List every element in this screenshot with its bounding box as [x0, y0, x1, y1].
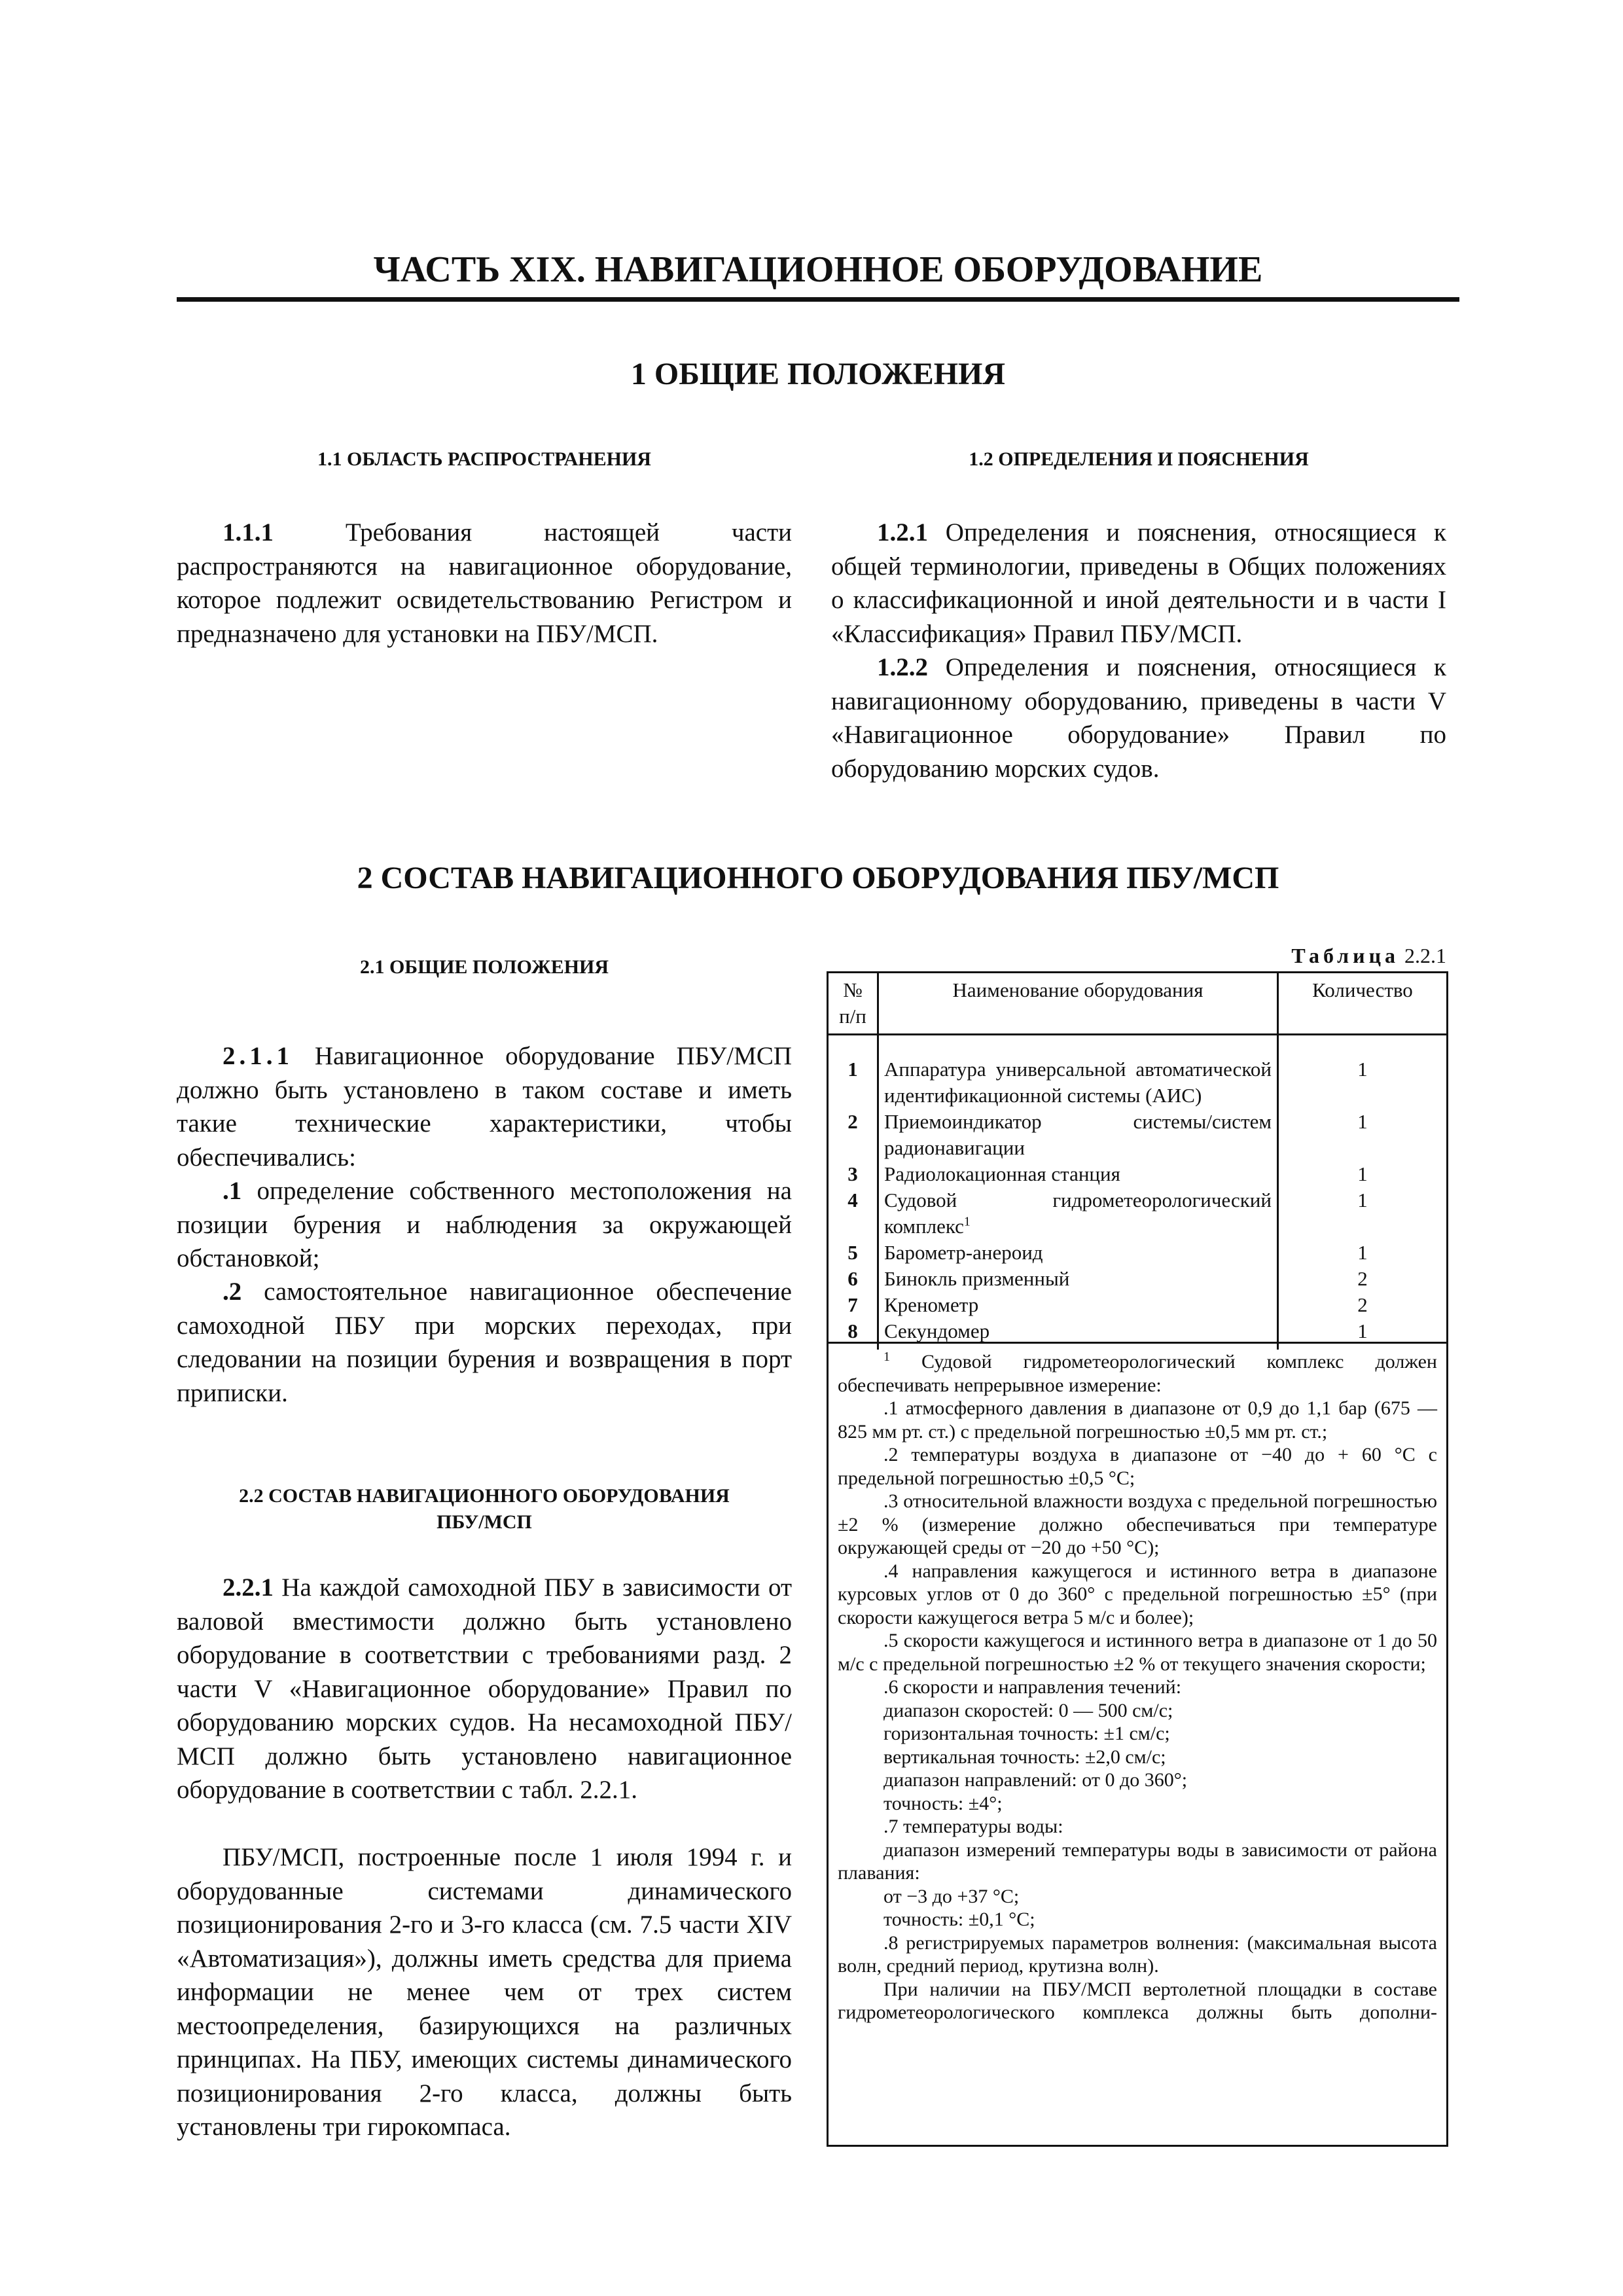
table-spacer-row: [828, 1035, 1448, 1057]
cell-number: 2: [828, 1109, 878, 1161]
cell-name: Аппаратура универсальной автоматической идентификационной системы (АИС): [878, 1056, 1278, 1109]
paragraph-2-2-1-continued: ПБУ/МСП, построенные после 1 июля 1994 г. и оборудованные системами динамического позиционирования 2-го и 3-го класса (см. 7.5 части XIV «Автоматизация»), должны иметь средства для приема информации не менее чем от трех систем местоопределения, базирующихся на различных принципах. На ПБУ, имеющих системы динамического позиционирования 2-го класса, должны быть установлены три гирокомпаса.: [177, 1843, 792, 2141]
paragraph-text: Определения и пояснения, относящиеся к навигационному оборудованию, приведены в части V «Навигационное оборудование» Правил по оборудованию морских судов.: [831, 653, 1446, 783]
cell-name: Приемоиндикатор системы/систем радионавигации: [878, 1109, 1278, 1161]
cell-number: 5: [828, 1240, 878, 1266]
list-item-number: .2: [223, 1278, 242, 1306]
paragraph-1-1-1: [177, 516, 792, 651]
footnote-mark: 1: [883, 1350, 890, 1364]
paragraph-2-2-1: [177, 1571, 792, 1807]
paragraph-text: Навигационное оборудование ПБУ/МСП должно быть установлено в таком составе и иметь такие технические характеристики, чтобы обеспечивались:: [177, 1042, 792, 1172]
footnote-ref: 1: [963, 1214, 971, 1229]
cell-quantity: 1: [1278, 1240, 1448, 1266]
list-item-text: определение собственного местоположения на позиции бурения и наблюдения за окружающей обстановкой;: [177, 1177, 792, 1272]
header-number: № п/п: [828, 973, 878, 1035]
footnote-item: .8 регистрируемых параметров волнения: (максимальная высота волн, средний период, крутизна волн).: [838, 1931, 1437, 1977]
footnote-subitem: точность: ±0,1 °C;: [883, 1909, 1035, 1930]
part-title: ЧАСТЬ XIX. НАВИГАЦИОННОЕ ОБОРУДОВАНИЕ: [373, 249, 1263, 290]
cell-quantity: 2: [1278, 1292, 1448, 1318]
header-quantity: Количество: [1278, 973, 1448, 1035]
cell-number: 8: [828, 1318, 878, 1350]
cell-name: Секундомер: [878, 1318, 1278, 1350]
footnote-subitem: диапазон скоростей: 0 — 500 см/с;: [883, 1699, 1173, 1721]
footnote-item: .4 направления кажущегося и истинного ветра в диапазоне курсовых углов от 0 до 360° с предельной погрешностью ±5° (при скорости кажущегося ветра 5 м/с и более);: [838, 1560, 1437, 1628]
cell-quantity: 1: [1278, 1161, 1448, 1187]
subsection-title-line: 2.2 СОСТАВ НАВИГАЦИОННОГО ОБОРУДОВАНИЯ: [239, 1485, 730, 1507]
cell-number: 7: [828, 1292, 878, 1318]
list-item-1: [177, 1174, 792, 1276]
header-equipment-name: Наименование оборудования: [878, 973, 1278, 1035]
subsection-2-1-title: 2.1 ОБЩИЕ ПОЛОЖЕНИЯ: [359, 956, 609, 978]
list-item-2: [177, 1275, 792, 1410]
table-header-row: [828, 973, 1448, 1035]
footnote-helideck-text: При наличии на ПБУ/МСП вертолетной площадки в составе гидрометеорологического комплекса должны быть дополни-: [838, 1978, 1437, 2023]
table-row: [828, 1161, 1448, 1187]
footnote-subitem: горизонтальная точность: ±1 см/с;: [883, 1723, 1170, 1744]
list-item-number: .1: [223, 1177, 242, 1205]
cell-quantity: 1: [1278, 1056, 1448, 1109]
footnote-item: .2 температуры воздуха в диапазоне от −40 до + 60 °C с предельной погрешностью ±0,5 °C;: [838, 1444, 1437, 1489]
subsection-1-2-title: 1.2 ОПРЕДЕЛЕНИЯ И ПОЯСНЕНИЯ: [969, 448, 1309, 470]
cell-number: 6: [828, 1266, 878, 1292]
list-item-text: самостоятельное навигационное обеспечение самоходной ПБУ при морских переходах, при следовании на позиции бурения и возвращения в порт приписки.: [177, 1278, 792, 1407]
footnote-item: .7 температуры воды:: [883, 1816, 1063, 1837]
cell-name-text: Судовой гидрометеорологический комплекс: [884, 1189, 1272, 1238]
cell-name: Бинокль призменный: [878, 1266, 1278, 1292]
subsection-2-2-title: [177, 1483, 792, 1535]
table-footnote: [827, 1342, 1448, 2147]
section-1-title: 1 ОБЩИЕ ПОЛОЖЕНИЯ: [630, 357, 1006, 391]
paragraph-1-2-1: [831, 516, 1446, 651]
table-row: [828, 1109, 1448, 1161]
paragraph-number: 1.2.2: [877, 653, 928, 681]
footnote-item: .1 атмосферного давления в диапазоне от 0,9 до 1,1 бар (675 — 825 мм рт. ст.) с предельной погрешностью ±0,5 мм рт. ст.;: [838, 1397, 1437, 1443]
paragraph-number: 1.1.1: [223, 518, 274, 547]
title-rule: [177, 297, 1459, 302]
table-row: [828, 1056, 1448, 1109]
table-row: [828, 1292, 1448, 1318]
cell-name: Радиолокационная станция: [878, 1161, 1278, 1187]
footnote-item: .5 скорости кажущегося и истинного ветра в диапазоне от 1 до 50 м/с с предельной погрешностью ±2 % от текущего значения скорости;: [838, 1630, 1437, 1675]
footnote-subitem: от −3 до +37 °C;: [883, 1885, 1020, 1907]
paragraph-text: Требования настоящей части распространяются на навигационное оборудование, которое подлежит освидетельствованию Регистром и предназначено для установки на ПБУ/МСП.: [177, 518, 792, 648]
footnote-subitem: диапазон измерений температуры воды в зависимости от района плавания:: [838, 1839, 1437, 1884]
cell-quantity: 1: [1278, 1109, 1448, 1161]
paragraph-number: 2.1.1: [223, 1042, 293, 1070]
paragraph-text: Определения и пояснения, относящиеся к общей терминологии, приведены в Общих положениях о классификационной и иной деятельности и в части I «Классификация» Правил ПБУ/МСП.: [831, 518, 1446, 648]
section-2-title: 2 СОСТАВ НАВИГАЦИОННОГО ОБОРУДОВАНИЯ ПБУ/МСП: [357, 861, 1279, 895]
cell-quantity: 2: [1278, 1266, 1448, 1292]
paragraph-2-1-1: [177, 1039, 792, 1174]
paragraph-1-2-2: [831, 651, 1446, 785]
table-caption: [831, 942, 1446, 969]
footnote-subitem: точность: ±4°;: [883, 1792, 1003, 1814]
table-row: [828, 1266, 1448, 1292]
table-row: [828, 1187, 1448, 1240]
table-caption-word: Таблица: [1291, 944, 1399, 967]
table-row: [828, 1240, 1448, 1266]
equipment-table: [827, 971, 1448, 1350]
cell-number: 3: [828, 1161, 878, 1187]
subsection-title-line: ПБУ/МСП: [437, 1511, 532, 1533]
cell-name: Барометр-анероид: [878, 1240, 1278, 1266]
footnote-intro: [838, 1350, 1437, 1397]
footnote-subitem: диапазон направлений: от 0 до 360°;: [883, 1769, 1188, 1791]
footnote-item: .3 относительной влажности воздуха с предельной погрешностью ±2 % (измерение должно обеспечиваться при температуре окружающей среды от −20 до +50 °C);: [838, 1490, 1437, 1558]
subsection-1-1-title: 1.1 ОБЛАСТЬ РАСПРОСТРАНЕНИЯ: [317, 448, 651, 470]
footnote-item: .6 скорости и направления течений:: [883, 1676, 1182, 1698]
cell-quantity: 1: [1278, 1318, 1448, 1350]
cell-quantity: 1: [1278, 1187, 1448, 1240]
paragraph-number: 2.2.1: [223, 1573, 274, 1602]
paragraph-number: 1.2.1: [877, 518, 928, 547]
footnote-subitem: вертикальная точность: ±2,0 см/с;: [883, 1746, 1166, 1768]
cell-number: 4: [828, 1187, 878, 1240]
cell-number: 1: [828, 1056, 878, 1109]
table-caption-number: 2.2.1: [1404, 944, 1446, 967]
cell-name: [878, 1187, 1278, 1240]
paragraph-text: На каждой самоходной ПБУ в зависимости от валовой вместимости должно быть установлено оборудование в соответствии с требованиями разд. 2 части V «Навигационное оборудование» Правил по оборудованию морских судов. На несамоходной ПБУ/МСП должно быть установлено навигационное оборудование в соответствии с табл. 2.2.1.: [177, 1573, 792, 1804]
footnote-text: Судовой гидрометеорологический комплекс должен обеспечивать непрерывное измерение:: [838, 1351, 1437, 1396]
cell-name: Кренометр: [878, 1292, 1278, 1318]
